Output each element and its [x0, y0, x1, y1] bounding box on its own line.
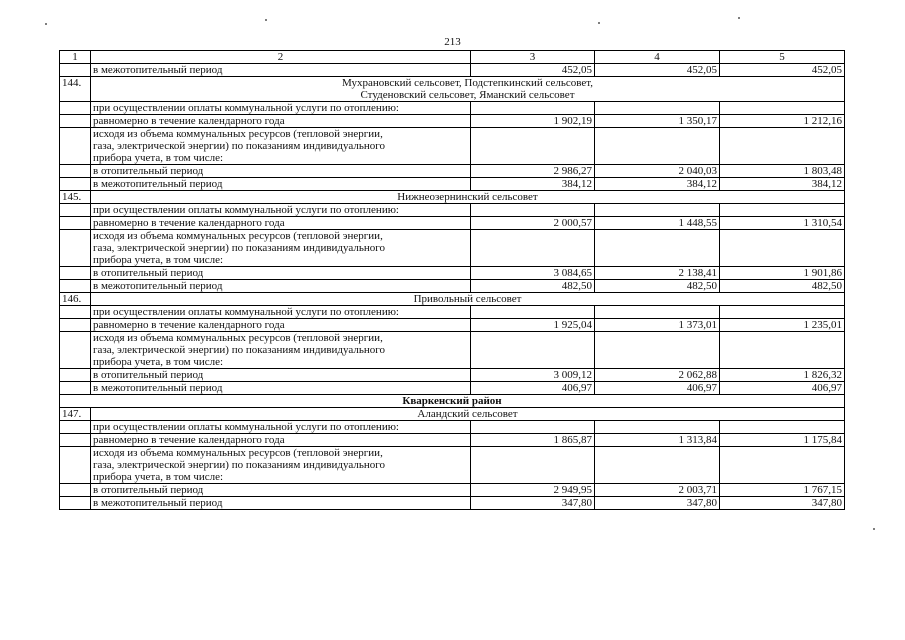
- value-col-3: 1 925,04: [471, 319, 595, 332]
- table-row: [60, 178, 845, 191]
- settlement-name: [91, 77, 845, 102]
- row-number-cell: [60, 332, 91, 369]
- table-row: [60, 421, 845, 434]
- value-col-3: [471, 204, 595, 217]
- row-label: равномерно в течение календарного года: [91, 217, 471, 230]
- row-number-cell: [60, 204, 91, 217]
- row-label: в отопительный период: [91, 484, 471, 497]
- value-col-3: 1 865,87: [471, 434, 595, 447]
- row-number-cell: [60, 178, 91, 191]
- value-col-3: [471, 230, 595, 267]
- row-label: при осуществлении оплаты коммунальной услуги по отоплению:: [91, 204, 471, 217]
- row-number-cell: [60, 369, 91, 382]
- value-col-3: 406,97: [471, 382, 595, 395]
- tariff-table: [59, 50, 845, 510]
- text-line: исходя из объема коммунальных ресурсов (тепловой энергии,: [93, 230, 383, 242]
- value-col-4: [595, 204, 720, 217]
- value-col-3: 452,05: [471, 64, 595, 77]
- text-line: исходя из объема коммунальных ресурсов (тепловой энергии,: [93, 332, 383, 344]
- value-col-5: 1 310,54: [720, 217, 845, 230]
- row-number-cell: [60, 421, 91, 434]
- value-col-3: 2 000,57: [471, 217, 595, 230]
- value-col-3: [471, 447, 595, 484]
- table-row: [60, 64, 845, 77]
- row-label: равномерно в течение календарного года: [91, 115, 471, 128]
- settlement-group-row: [60, 77, 845, 102]
- scan-speck: [598, 22, 600, 24]
- value-col-4: 2 138,41: [595, 267, 720, 280]
- row-number-cell: [60, 230, 91, 267]
- value-col-5: 1 803,48: [720, 165, 845, 178]
- value-col-4: [595, 447, 720, 484]
- table-row: [60, 382, 845, 395]
- value-col-4: 2 062,88: [595, 369, 720, 382]
- value-col-5: [720, 306, 845, 319]
- table-row: [60, 484, 845, 497]
- table-row: [60, 217, 845, 230]
- value-col-5: 452,05: [720, 64, 845, 77]
- value-col-4: [595, 306, 720, 319]
- value-col-5: [720, 204, 845, 217]
- value-col-4: 482,50: [595, 280, 720, 293]
- value-col-4: [595, 421, 720, 434]
- row-number-cell: [60, 319, 91, 332]
- value-col-3: [471, 421, 595, 434]
- text-line: исходя из объема коммунальных ресурсов (тепловой энергии,: [93, 128, 383, 140]
- value-col-5: [720, 332, 845, 369]
- row-label: в отопительный период: [91, 267, 471, 280]
- district-row: [60, 395, 845, 408]
- value-col-3: [471, 332, 595, 369]
- row-number-cell: [60, 497, 91, 510]
- value-col-4: 347,80: [595, 497, 720, 510]
- settlement-group-row: [60, 191, 845, 204]
- row-number-cell: [60, 484, 91, 497]
- settlement-name: [91, 408, 845, 421]
- table-row: [60, 165, 845, 178]
- row-number-cell: [60, 267, 91, 280]
- value-col-3: 2 986,27: [471, 165, 595, 178]
- column-header-1: 1: [60, 51, 91, 64]
- table-row: [60, 369, 845, 382]
- value-col-4: 1 350,17: [595, 115, 720, 128]
- row-number-cell: [60, 165, 91, 178]
- table-row: [60, 306, 845, 319]
- scan-speck: [45, 23, 47, 25]
- value-col-4: [595, 102, 720, 115]
- row-label: в отопительный период: [91, 369, 471, 382]
- row-number-cell: [60, 434, 91, 447]
- row-number: 146.: [60, 293, 91, 306]
- scan-speck: [738, 17, 740, 19]
- row-number-cell: [60, 64, 91, 77]
- text-line: Аландский сельсовет: [417, 408, 518, 420]
- value-col-3: [471, 128, 595, 165]
- text-line: газа, электрической энергии) по показаниям индивидуального: [93, 459, 385, 471]
- value-col-4: 1 313,84: [595, 434, 720, 447]
- value-col-4: 2 003,71: [595, 484, 720, 497]
- row-number-cell: [60, 382, 91, 395]
- row-label: равномерно в течение календарного года: [91, 434, 471, 447]
- text-line: газа, электрической энергии) по показаниям индивидуального: [93, 344, 385, 356]
- row-number-cell: [60, 115, 91, 128]
- table-row: [60, 434, 845, 447]
- value-col-4: [595, 332, 720, 369]
- tariff-table-body: [60, 51, 845, 510]
- text-line: газа, электрической энергии) по показаниям индивидуального: [93, 140, 385, 152]
- value-col-3: 482,50: [471, 280, 595, 293]
- row-label: равномерно в течение календарного года: [91, 319, 471, 332]
- value-col-4: 2 040,03: [595, 165, 720, 178]
- value-col-5: 384,12: [720, 178, 845, 191]
- value-col-5: 347,80: [720, 497, 845, 510]
- text-line: Студеновский сельсовет, Яманский сельсовет: [360, 89, 575, 101]
- row-number-cell: [60, 128, 91, 165]
- value-col-3: 384,12: [471, 178, 595, 191]
- table-header-row: [60, 51, 845, 64]
- row-label: [91, 447, 471, 484]
- value-col-5: 1 901,86: [720, 267, 845, 280]
- row-number-cell: [60, 447, 91, 484]
- text-line: исходя из объема коммунальных ресурсов (тепловой энергии,: [93, 447, 383, 459]
- settlement-group-row: [60, 408, 845, 421]
- value-col-3: 347,80: [471, 497, 595, 510]
- value-col-5: [720, 447, 845, 484]
- value-col-4: [595, 230, 720, 267]
- column-header-4: 4: [595, 51, 720, 64]
- district-name: Кваркенский район: [60, 395, 845, 408]
- value-col-5: 1 175,84: [720, 434, 845, 447]
- table-row: [60, 204, 845, 217]
- row-number: 147.: [60, 408, 91, 421]
- table-row: [60, 115, 845, 128]
- row-label: [91, 128, 471, 165]
- settlement-name: [91, 191, 845, 204]
- value-col-5: 406,97: [720, 382, 845, 395]
- value-col-3: [471, 306, 595, 319]
- table-row: [60, 102, 845, 115]
- value-col-5: [720, 230, 845, 267]
- value-col-4: 452,05: [595, 64, 720, 77]
- row-number-cell: [60, 306, 91, 319]
- text-line: прибора учета, в том числе:: [93, 471, 224, 483]
- row-label: при осуществлении оплаты коммунальной услуги по отоплению:: [91, 306, 471, 319]
- row-label: [91, 332, 471, 369]
- row-label: в межотопительный период: [91, 64, 471, 77]
- value-col-3: [471, 102, 595, 115]
- row-label: в межотопительный период: [91, 178, 471, 191]
- value-col-5: [720, 421, 845, 434]
- table-row: [60, 230, 845, 267]
- row-label: [91, 230, 471, 267]
- row-number: 144.: [60, 77, 91, 102]
- text-line: Нижнеозернинский сельсовет: [397, 191, 538, 203]
- column-header-3: 3: [471, 51, 595, 64]
- value-col-5: [720, 102, 845, 115]
- settlement-group-row: [60, 293, 845, 306]
- table-row: [60, 319, 845, 332]
- table-row: [60, 267, 845, 280]
- value-col-4: 1 448,55: [595, 217, 720, 230]
- value-col-5: 1 212,16: [720, 115, 845, 128]
- text-line: прибора учета, в том числе:: [93, 152, 224, 164]
- row-label: в межотопительный период: [91, 497, 471, 510]
- value-col-5: 1 767,15: [720, 484, 845, 497]
- row-label: в межотопительный период: [91, 280, 471, 293]
- value-col-3: 3 084,65: [471, 267, 595, 280]
- value-col-5: 1 235,01: [720, 319, 845, 332]
- text-line: Привольный сельсовет: [413, 293, 522, 305]
- table-row: [60, 128, 845, 165]
- column-header-2: 2: [91, 51, 471, 64]
- row-label: при осуществлении оплаты коммунальной услуги по отоплению:: [91, 421, 471, 434]
- value-col-4: 384,12: [595, 178, 720, 191]
- value-col-5: 1 826,32: [720, 369, 845, 382]
- text-line: газа, электрической энергии) по показаниям индивидуального: [93, 242, 385, 254]
- scan-speck: [873, 528, 875, 530]
- value-col-3: 2 949,95: [471, 484, 595, 497]
- scan-speck: [265, 19, 267, 21]
- row-label: в отопительный период: [91, 165, 471, 178]
- row-number-cell: [60, 280, 91, 293]
- column-header-5: 5: [720, 51, 845, 64]
- row-label: в межотопительный период: [91, 382, 471, 395]
- value-col-5: [720, 128, 845, 165]
- text-line: Мухрановский сельсовет, Подстепкинский сельсовет,: [341, 77, 593, 89]
- table-row: [60, 332, 845, 369]
- value-col-4: 1 373,01: [595, 319, 720, 332]
- settlement-name: [91, 293, 845, 306]
- value-col-5: 482,50: [720, 280, 845, 293]
- value-col-3: 1 902,19: [471, 115, 595, 128]
- value-col-4: 406,97: [595, 382, 720, 395]
- table-row: [60, 447, 845, 484]
- text-line: прибора учета, в том числе:: [93, 254, 224, 266]
- value-col-4: [595, 128, 720, 165]
- table-row: [60, 497, 845, 510]
- value-col-3: 3 009,12: [471, 369, 595, 382]
- text-line: прибора учета, в том числе:: [93, 356, 224, 368]
- table-row: [60, 280, 845, 293]
- row-number-cell: [60, 217, 91, 230]
- row-number: 145.: [60, 191, 91, 204]
- row-number-cell: [60, 102, 91, 115]
- page-number: 213: [444, 36, 461, 48]
- row-label: при осуществлении оплаты коммунальной услуги по отоплению:: [91, 102, 471, 115]
